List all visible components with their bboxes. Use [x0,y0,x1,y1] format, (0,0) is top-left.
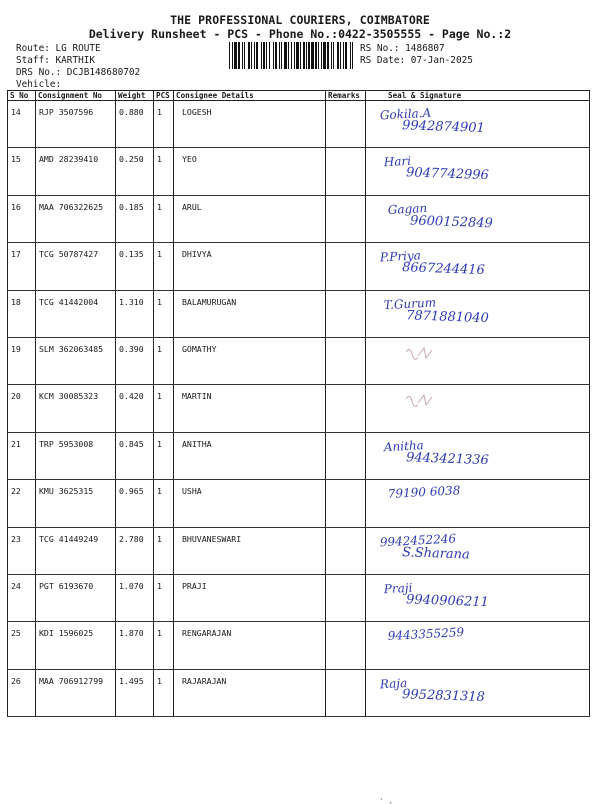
row-remarks [326,290,366,337]
row-consignment-no: SLM 362063485 [36,337,116,384]
row-weight: 1.310 [116,290,154,337]
barcode-image [229,42,353,69]
header-pcs: PCS [154,91,174,101]
row-s-no: 18 [8,290,36,337]
row-consignment-no: KDI 1596025 [36,622,116,669]
row-weight: 2.780 [116,527,154,574]
table-row [8,290,590,337]
row-pcs: 1 [154,290,174,337]
row-weight: 0.250 [116,148,154,195]
row-signature [366,337,590,384]
table-row [8,574,590,621]
row-weight: 0.185 [116,195,154,242]
row-signature [366,432,590,479]
row-pcs: 1 [154,385,174,432]
header-seal-signature: Seal & Signature [366,91,590,101]
row-signature [366,669,590,716]
row-remarks [326,385,366,432]
row-consignment-no: TRP 5953008 [36,432,116,479]
row-s-no: 23 [8,527,36,574]
row-signature [366,290,590,337]
handwritten-text: 9942874901 [401,118,486,137]
scan-mark: ⸳ ˎ [380,794,394,804]
row-consignment-no: RJP 3507596 [36,101,116,148]
row-pcs: 1 [154,195,174,242]
handwritten-text: Praji [383,580,413,597]
table-row [8,385,590,432]
handwritten-text: 9600152849 [409,213,494,232]
row-signature [366,148,590,195]
row-remarks [326,574,366,621]
row-s-no: 14 [8,101,36,148]
table-row [8,480,590,527]
table-row [8,337,590,384]
row-consignment-no: KMU 3625315 [36,480,116,527]
handwritten-text: 9443421336 [405,450,490,468]
handwritten-text: T.Gurum [383,295,437,312]
row-weight: 1.495 [116,669,154,716]
handwritten-text: 9443355259 [387,625,465,644]
row-consignment-no: TCG 41449249 [36,527,116,574]
row-s-no: 21 [8,432,36,479]
table-row [8,432,590,479]
handwritten-text: Raja [379,675,408,692]
handwritten-text: Gagan [387,200,428,217]
table-row [8,669,590,716]
row-weight: 0.845 [116,432,154,479]
row-consignment-no: MAA 706912799 [36,669,116,716]
row-remarks [326,148,366,195]
staff-label: Staff: KARTHIK [16,55,96,66]
row-weight: 0.965 [116,480,154,527]
row-weight: 1.870 [116,622,154,669]
row-s-no: 20 [8,385,36,432]
row-s-no: 15 [8,148,36,195]
row-pcs: 1 [154,148,174,195]
table-row [8,527,590,574]
table-row [8,243,590,290]
row-consignment-no: KCM 30085323 [36,385,116,432]
row-remarks [326,480,366,527]
row-pcs: 1 [154,669,174,716]
handwritten-text: 9952831318 [401,686,486,705]
row-consignee: DHIVYA [174,243,326,290]
handwritten-text: Hari [383,154,412,170]
row-consignee: ARUL [174,195,326,242]
row-signature [366,101,590,148]
handwritten-text: S.Sharana [401,544,471,563]
faint-signature-mark [406,348,432,359]
row-pcs: 1 [154,574,174,621]
row-pcs: 1 [154,337,174,384]
faint-signature-mark [406,395,432,406]
route-label: Route: LG ROUTE [16,43,101,54]
row-signature [366,527,590,574]
row-signature [366,195,590,242]
handwritten-text: 9047742996 [405,165,490,184]
row-s-no: 26 [8,669,36,716]
row-weight: 0.880 [116,101,154,148]
row-consignee: BHUVANESWARI [174,527,326,574]
runsheet-table [7,90,590,717]
row-consignee: BALAMURUGAN [174,290,326,337]
rs-date: RS Date: 07-Jan-2025 [360,55,473,66]
header-remarks: Remarks [326,91,366,101]
row-s-no: 22 [8,480,36,527]
row-consignee: LOGESH [174,101,326,148]
header-weight: Weight [116,91,154,101]
handwritten-text: 9940906211 [405,592,490,611]
row-remarks [326,527,366,574]
table-row [8,195,590,242]
handwritten-text: 9942452246 [379,530,457,549]
row-s-no: 19 [8,337,36,384]
row-consignment-no: PGT 6193670 [36,574,116,621]
handwritten-text: 8667244416 [401,260,486,279]
handwritten-text: 79190 6038 [387,483,461,502]
row-signature [366,385,590,432]
rs-number: RS No.: 1486807 [360,43,445,54]
handwritten-text: P.Priya [379,248,422,265]
header-s-no: S No [8,91,36,101]
row-consignment-no: TCG 50787427 [36,243,116,290]
row-consignee: YEO [174,148,326,195]
row-weight: 0.135 [116,243,154,290]
header-consignee: Consignee Details [174,91,326,101]
row-pcs: 1 [154,101,174,148]
row-consignee: RENGARAJAN [174,622,326,669]
row-consignment-no: AMD 28239410 [36,148,116,195]
vehicle-label: Vehicle: [16,79,62,90]
table-row [8,101,590,148]
row-remarks [326,669,366,716]
row-s-no: 24 [8,574,36,621]
row-remarks [326,432,366,479]
row-remarks [326,243,366,290]
document-title: THE PROFESSIONAL COURIERS, COIMBATORE [170,13,430,27]
row-consignee: MARTIN [174,385,326,432]
table-row [8,148,590,195]
row-weight: 0.390 [116,337,154,384]
row-remarks [326,195,366,242]
header-consignment-no: Consignment No [36,91,116,101]
row-remarks [326,101,366,148]
row-weight: 0.420 [116,385,154,432]
row-consignment-no: TCG 41442004 [36,290,116,337]
row-consignee: RAJARAJAN [174,669,326,716]
row-consignment-no: MAA 706322625 [36,195,116,242]
row-signature [366,574,590,621]
row-pcs: 1 [154,432,174,479]
row-consignee: USHA [174,480,326,527]
row-pcs: 1 [154,480,174,527]
table-row [8,622,590,669]
row-remarks [326,622,366,669]
row-s-no: 25 [8,622,36,669]
row-pcs: 1 [154,243,174,290]
row-consignee: GOMATHY [174,337,326,384]
row-signature [366,243,590,290]
row-s-no: 17 [8,243,36,290]
row-pcs: 1 [154,622,174,669]
document-subtitle: Delivery Runsheet - PCS - Phone No.:0422-3505555 - Page No.:2 [88,27,512,41]
handwritten-text: Anitha [383,437,425,454]
handwritten-text: 7871881040 [405,307,490,326]
row-remarks [326,337,366,384]
table-header-row [8,91,590,101]
row-s-no: 16 [8,195,36,242]
row-signature [366,480,590,527]
drs-number: DRS No.: DCJB148680702 [16,67,141,78]
row-consignee: ANITHA [174,432,326,479]
row-weight: 1.070 [116,574,154,621]
row-signature [366,622,590,669]
row-pcs: 1 [154,527,174,574]
handwritten-text: Gokila.A [379,105,432,123]
row-consignee: PRAJI [174,574,326,621]
